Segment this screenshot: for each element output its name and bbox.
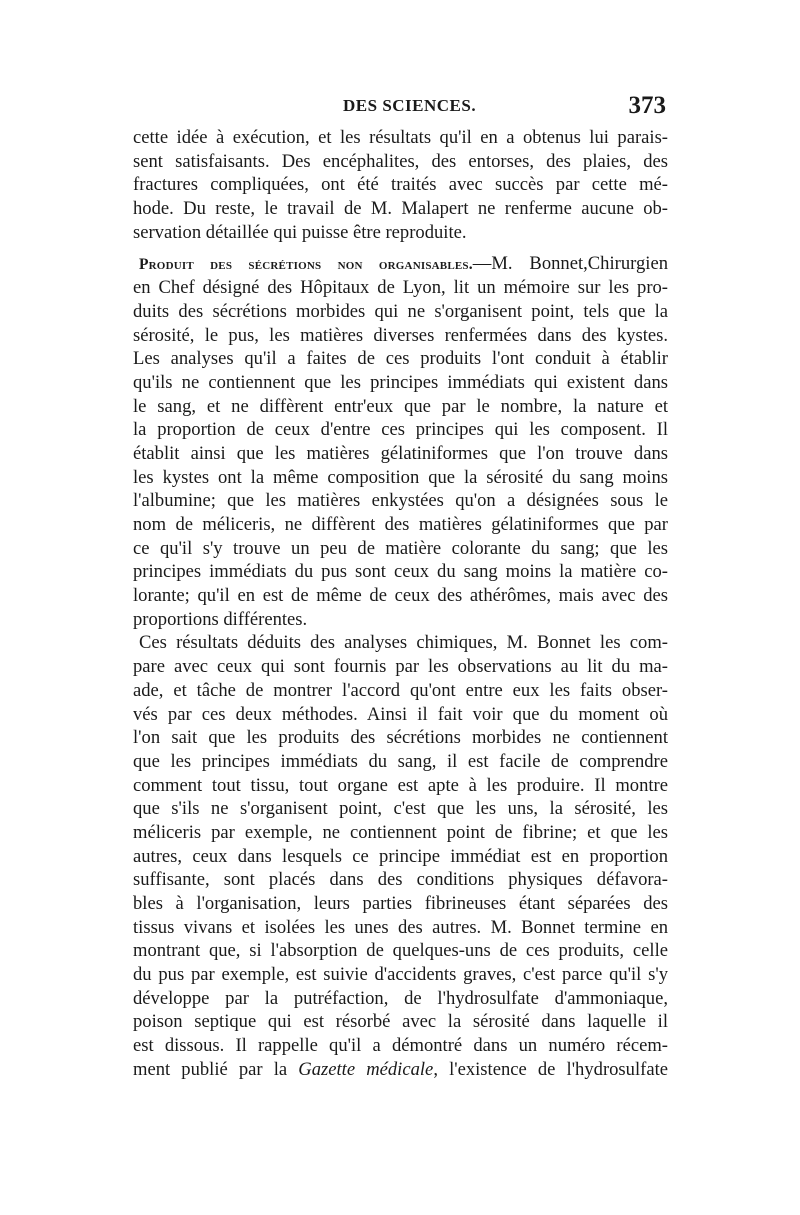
text-line: ade, et tâche de montrer l'accord qu'ont entre eux les faits obser-	[133, 679, 668, 701]
text-line: du pus par exemple, est suivie d'accidents graves, c'est parce qu'il s'y	[133, 964, 668, 986]
running-header	[133, 92, 668, 126]
text-line: fractures compliquées, ont été traités avec succès par cette mé-	[133, 174, 668, 196]
paragraph	[133, 126, 668, 244]
text-line: proportions différentes.	[133, 608, 308, 630]
text-line: sent satisfaisants. Des encéphalites, des entorses, des plaies, des	[133, 150, 668, 172]
text-line: pare avec ceux qui sont fournis par les observations au lit du ma-	[133, 656, 668, 678]
text-line: vés par ces deux méthodes. Ainsi il fait voir que du moment où	[133, 703, 668, 725]
text-line: hode. Du reste, le travail de M. Malapert ne renferme aucune ob-	[133, 198, 668, 220]
journal-title: Gazette médicale	[298, 1058, 434, 1080]
text-line: autres, ceux dans lesquels ce principe immédiat est en proportion	[133, 845, 668, 867]
paragraph	[133, 631, 668, 1081]
text-line: la proportion de ceux d'entre ces principes qui les composent. Il	[133, 419, 668, 441]
text-line: que s'ils ne s'organisent point, c'est que les uns, la sérosité, les	[133, 798, 668, 820]
body-text	[133, 126, 668, 1082]
text-line: méliceris par exemple, ne contiennent point de fibrine; et que les	[133, 821, 668, 843]
text-line	[133, 252, 668, 276]
text-line: servation détaillée qui puisse être reproduite.	[133, 221, 467, 243]
text-line: comment tout tissu, tout organe est apte à les produire. Il montre	[133, 774, 668, 796]
text-line: nom de méliceris, ne diffèrent des matières gélatiniformes que par	[133, 514, 668, 535]
page-number: 373	[628, 92, 666, 119]
text-line: bles à l'organisation, leurs parties fibrineuses étant séparées des	[133, 893, 668, 914]
text-line: établit ainsi que les matières gélatiniformes que l'on trouve dans	[133, 442, 668, 464]
text-line: principes immédiats du pus sont ceux du sang moins la matière co-	[133, 561, 668, 583]
text-line: les kystes ont la même composition que la sérosité du sang moins	[133, 466, 668, 488]
text-line: qu'ils ne contiennent que les principes immédiats qui existent dans	[133, 371, 668, 393]
heading-line-rest: —M. Bonnet,Chirurgien	[472, 253, 668, 275]
line-fragment: , l'existence de l'hydrosulfate	[433, 1058, 668, 1080]
text-line: lorante; qu'il en est de même de ceux des athérômes, mais avec des	[133, 585, 668, 607]
text-line: duits des sécrétions morbides qui ne s'organisent point, tels que la	[133, 300, 668, 322]
text-line: tissus vivans et isolées les unes des autres. M. Bonnet termine en	[133, 916, 668, 938]
text-line: le sang, et ne diffèrent entr'eux que par le nombre, la nature et	[133, 395, 668, 417]
text-line: montrant que, si l'absorption de quelques-uns de ces produits, celle	[133, 940, 668, 962]
text-line: que les principes immédiats du sang, il est facile de comprendre	[133, 750, 668, 772]
line-fragment: ment publié par la	[133, 1058, 299, 1080]
text-line: suffisante, sont placés dans des conditions physiques défavora-	[133, 869, 668, 891]
text-line: l'on sait que les produits des sécrétions morbides ne contiennent	[133, 727, 668, 749]
text-line: est dissous. Il rappelle qu'il a démontré dans un numéro récem-	[133, 1035, 668, 1057]
text-line: en Chef désigné des Hôpitaux de Lyon, lit un mémoire sur les pro-	[133, 277, 668, 299]
text-line: développe par la putréfaction, de l'hydrosulfate d'ammoniaque,	[133, 987, 668, 1009]
text-line: Ces résultats déduits des analyses chimiques, M. Bonnet les com-	[139, 632, 668, 654]
text-line: Les analyses qu'il a faites de ces produits l'ont conduit à établir	[133, 348, 668, 370]
text-line: ce qu'il s'y trouve un peu de matière colorante du sang; que les	[133, 537, 668, 559]
running-title: DES SCIENCES.	[343, 96, 477, 115]
text-line: sérosité, le pus, les matières diverses renfermées dans des kystes.	[133, 324, 668, 346]
text-line: l'albumine; que les matières enkystées qu'on a désignées sous le	[133, 490, 668, 512]
paragraph	[133, 252, 668, 631]
text-line	[133, 1058, 668, 1082]
section-heading: Produit des sécrétions non organisables.	[139, 256, 473, 274]
text-line: cette idée à exécution, et les résultats qu'il en a obtenus lui parais-	[133, 127, 668, 148]
text-line: poison septique qui est résorbé avec la sérosité dans laquelle il	[133, 1011, 668, 1033]
